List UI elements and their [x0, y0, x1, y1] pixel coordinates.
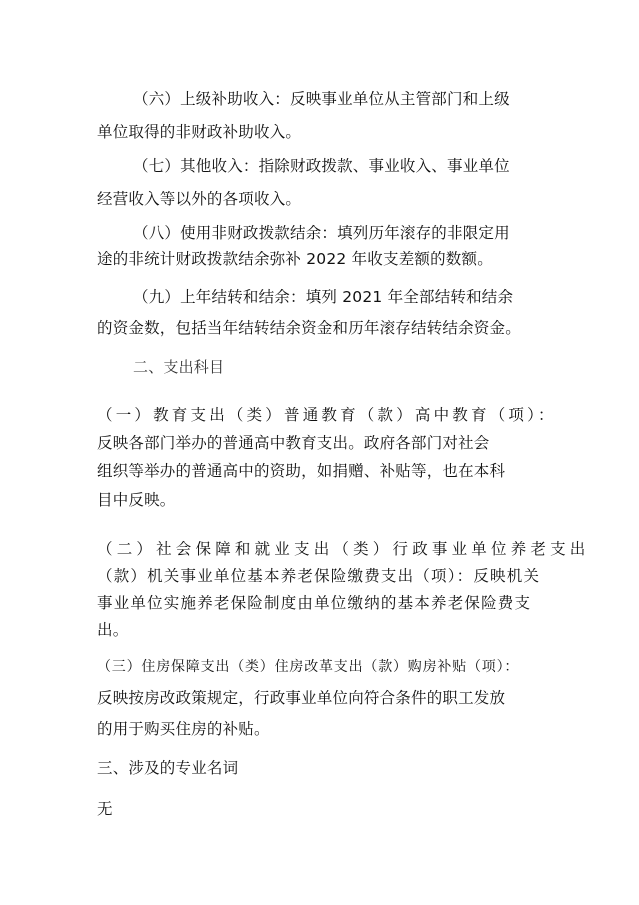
expense-item1-line3: 组织等举办的普通高中的资助，如捐赠、补贴等，也在本科: [97, 462, 506, 480]
section3-content: 无: [97, 800, 113, 818]
item6-line1: （六）上级补助收入：反映事业单位从主管部门和上级: [133, 90, 510, 108]
expense-item1-line2: 反映各部门举办的普通高中教育支出。政府各部门对社会: [97, 434, 490, 452]
expense-item3-line3: 的用于购买住房的补贴。: [97, 720, 270, 738]
expense-item2-line1: （二）社会保障和就业支出（类）行政事业单位养老支出: [97, 540, 590, 558]
item6-line2: 单位取得的非财政补助收入。: [97, 123, 302, 141]
item7-line1: （七）其他收入：指除财政拨款、事业收入、事业单位: [133, 157, 510, 175]
expense-item2-line3: 事业单位实施养老保险制度由单位缴纳的基本养老保险费支: [97, 594, 532, 612]
expense-item3-line1: （三）住房保障支出（类）住房改革支出（款）购房补贴（项）：: [97, 659, 520, 675]
expense-item2-line4: 出。: [97, 621, 129, 639]
expense-item3-line2: 反映按房改政策规定，行政事业单位向符合条件的职工发放: [97, 689, 506, 707]
item7-line2: 经营收入等以外的各项收入。: [97, 190, 302, 208]
expense-item2-line2: （款）机关事业单位基本养老保险缴费支出（项）：反映机关: [97, 567, 541, 585]
item8-line2: 途的非统计财政拨款结余弥补 2022 年收支差额的数额。: [97, 250, 493, 268]
expense-item1-line1: （一）教育支出（类）普通教育（款）高中教育（项）：: [97, 406, 557, 424]
item8-line1: （八）使用非财政拨款结余：填列历年滚存的非限定用: [133, 224, 510, 242]
item9-line2: 的资金数，包括当年结转结余资金和历年滚存结转结余资金。: [97, 319, 521, 337]
expense-item1-line4: 目中反映。: [97, 491, 176, 509]
section2-heading: 二、支出科目: [133, 358, 225, 376]
section3-heading: 三、涉及的专业名词: [97, 759, 239, 777]
item9-line1: （九）上年结转和结余：填列 2021 年全部结转和结余: [133, 288, 514, 306]
